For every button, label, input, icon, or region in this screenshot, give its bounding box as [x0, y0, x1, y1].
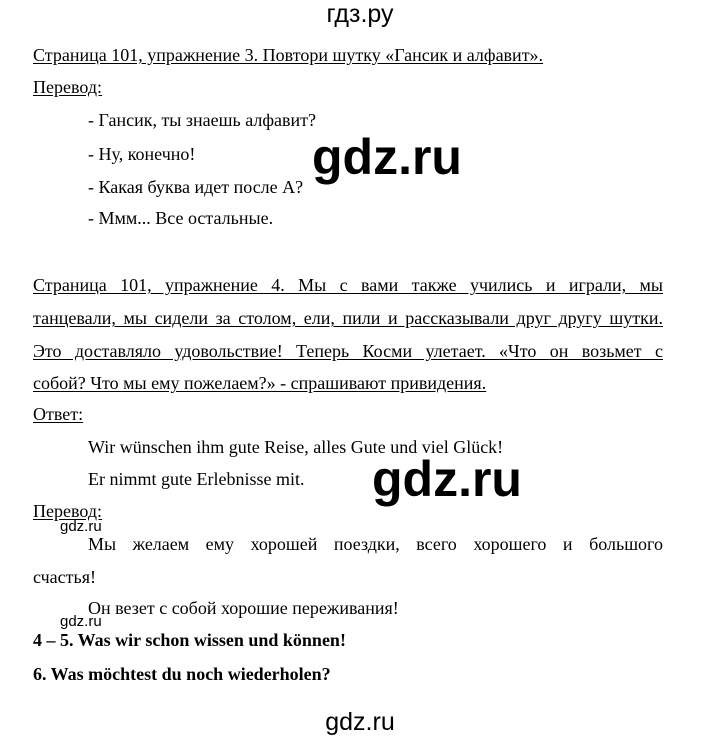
watermark-gdz: gdz.ru: [372, 451, 522, 507]
answer-label: Ответ:: [33, 404, 84, 424]
joke-line: - Какая буква идет после А?: [88, 177, 304, 197]
site-title: гдз.ру: [326, 0, 394, 28]
exercise-4-line: собой? Что мы ему пожелаем?» - спрашивают привидения.: [33, 373, 487, 393]
watermark-gdz-small: gdz.ru: [60, 518, 102, 535]
joke-line: - Гансик, ты знаешь алфавит?: [88, 110, 316, 130]
answer-line: Wir wünschen ihm gute Reise, alles Gute und viel Glück!: [88, 437, 504, 457]
exercise-3-translation-label: Перевод:: [33, 77, 102, 97]
exercise-3-heading: Страница 101, упражнение 3. Повтори шутку «Гансик и алфавит».: [33, 45, 544, 65]
joke-line: - Ммм... Все остальные.: [88, 208, 274, 228]
translation-line: Мы желаем ему хорошей поездки, всего хорошего и большого: [88, 534, 663, 554]
watermark-gdz-small: gdz.ru: [60, 613, 102, 630]
section-heading: 6. Was möchtest du noch wiederholen?: [33, 664, 331, 684]
watermark-gdz: gdz.ru: [312, 129, 462, 185]
answer-line: Er nimmt gute Erlebnisse mit.: [88, 469, 305, 489]
footer-watermark: gdz.ru: [325, 708, 395, 736]
translation-line: счастья!: [33, 567, 97, 587]
translation-line: Он везет с собой хорошие переживания!: [88, 598, 399, 618]
exercise-4-line: Страница 101, упражнение 4. Мы с вами также учились и играли, мы: [33, 275, 663, 295]
exercise-4-line: танцевали, мы сидели за столом, ели, пили и рассказывали друг другу шутки.: [33, 308, 663, 328]
section-heading: 4 – 5. Was wir schon wissen und können!: [33, 630, 346, 650]
exercise-4-translation-label: Перевод:: [33, 501, 102, 521]
exercise-4-line: Это доставляло удовольствие! Теперь Косми улетает. «Что он возьмет с: [33, 341, 663, 361]
joke-line: - Ну, конечно!: [88, 144, 196, 164]
